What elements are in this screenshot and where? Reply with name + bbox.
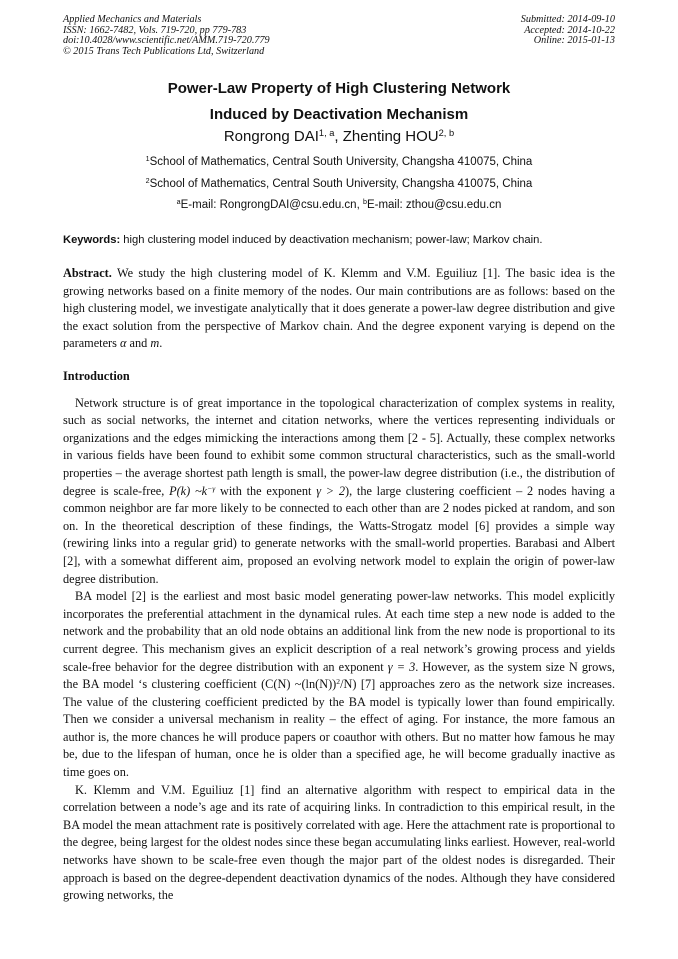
abstract-m: m	[150, 336, 160, 351]
paper-title-line-1: Power-Law Property of High Clustering Network	[167, 80, 511, 97]
journal-header-left	[63, 15, 270, 57]
email-a-text: E-mail: RongrongDAI@csu.edu.cn,	[180, 199, 363, 211]
affiliation-1-text: School of Mathematics, Central South University, Changsha 410075, China	[149, 156, 533, 168]
author-list	[0, 128, 678, 145]
p2-formula-gamma: γ = 3	[387, 659, 416, 674]
journal-issn: ISSN: 1662-7482, Vols. 719-720, pp 779-783	[63, 24, 247, 36]
abstract-text: We study the high clustering model of K. Klemm and V.M. Eguiliuz [1]. The basic idea is the growing networks based on a finite memory of the nodes. Our main contributions are as follows: based on the high clustering model, we investigate analytically that it does generate a power-law degree distribution and give the exact solution from the perspective of Markov chain. And the degree exponent varying is depend on the parameters	[63, 266, 615, 351]
author-separator: ,	[334, 128, 343, 145]
journal-header-right	[521, 15, 615, 47]
introduction-section	[63, 368, 615, 905]
paper-title-line-2: Induced by Deactivation Mechanism	[209, 106, 469, 123]
p2-formula-clustering: (C(N) ~(ln(N))	[261, 677, 337, 692]
author-2-affiliation-mark: 2, b	[438, 127, 455, 138]
introduction-paragraph-2	[63, 588, 615, 782]
p1-text-b: with the exponent	[215, 483, 317, 498]
journal-name: Applied Mechanics and Materials	[63, 14, 202, 25]
introduction-paragraph-3: K. Klemm and V.M. Eguiliuz [1] find an alternative algorithm with respect to empirical data in the correlation between a node’s age and its rate of acquiring links. In contradiction to this empirical result, in the BA model the mean attachment rate is positively correlated with age. Here the attachment rate is proportional to the degree, being largest for the oldest nodes since these began accumulating links earliest. However, real-world networks have shown to be scale-free even though the major part of the oldest nodes is disregarded. Their approach is based on the degree-dependent deactivation dynamics of the nodes. Although they have considered growing networks, the	[63, 782, 615, 903]
p1-formula-gamma: γ > 2	[316, 483, 345, 498]
submitted-date: Submitted: 2014-09-10	[520, 14, 615, 25]
abstract	[63, 265, 615, 353]
affiliation-2	[0, 178, 678, 190]
accepted-date: Accepted: 2014-10-22	[524, 24, 615, 36]
p1-formula-degree-distribution: P(k) ~k	[169, 483, 208, 498]
affiliation-2-text: School of Mathematics, Central South University, Changsha 410075, China	[149, 178, 533, 190]
author-1-name: Rongrong DAI	[223, 128, 319, 145]
p2-text-b: . However, as the system size N grows, the BA model ‘s clustering coefficient	[63, 659, 615, 692]
affiliation-1-mark: 1	[145, 155, 150, 164]
keywords-label: Keywords:	[63, 234, 121, 246]
abstract-alpha: α	[120, 336, 127, 351]
journal-copyright: © 2015 Trans Tech Publications Ltd, Switzerland	[63, 45, 265, 57]
author-1-affiliation-mark: 1, a	[318, 127, 335, 138]
keywords	[63, 234, 615, 246]
online-date: Online: 2015-01-13	[533, 35, 615, 47]
p2-formula-clustering-end: /N)	[340, 677, 357, 692]
affiliation-2-mark: 2	[145, 177, 150, 186]
affiliation-1	[0, 156, 678, 168]
abstract-and: and	[126, 336, 151, 351]
introduction-paragraph-1	[63, 395, 615, 589]
p1-formula-exponent: −γ	[207, 483, 216, 493]
author-2-name: Zhenting HOU	[342, 128, 439, 145]
keywords-text: high clustering model induced by deactivation mechanism; power-law; Markov chain.	[120, 234, 543, 246]
p2-text-c: [7] approaches zero as the network size increases. The value of the clustering coefficient predicted by the BA model is typically lower than found empirically. Then we consider a universal mechanism in reality – the effect of aging. For instance, the more famous an author is, the more chances he will produce papers or coauthor with others. But no matter how famous he may be, due to the lifespan of human, once he is older than a specified age, he will become gradually inactive as time goes on.	[63, 677, 616, 780]
email-a-mark: a	[176, 198, 181, 207]
journal-doi: doi:10.4028/www.scientific.net/AMM.719-720.779	[63, 35, 270, 47]
p2-text-a: BA model [2] is the earliest and most basic model generating power-law networks. This model explicitly incorporates the preferential attachment in the dynamical rules. At each time step a new node is added to the network and the probability that an old node obtains an additional link from the new node is proportional to its current degree. This mechanism gives an explicit description of a real network’s growing process and yields scale-free behavior for the degree distribution with an exponent	[63, 589, 615, 674]
email-line	[0, 199, 678, 211]
abstract-label: Abstract.	[63, 266, 112, 280]
email-b-mark: b	[362, 198, 367, 207]
p1-text-a: Network structure is of great importance in the topological characterization of complex systems in reality, such as social networks, the internet and citation networks, where the vertices representing individuals or organizations and the edges mimicking the interactions among them [2 - 5]. Actually, these complex networks in various fields have been found to exhibit some common structural characteristics, such as the small-world properties – the average shortest path length is small, the power-law degree distribution (i.e., the distribution of degree is scale-free,	[63, 395, 615, 498]
p1-text-c: ), the large clustering coefficient – 2 nodes having a common neighbor are far more likely to be connected to each other than are 2 nodes picked at random, and son on. In the theoretical description of these findings, the Watts-Strogatz model [6] provides a simple way (rewiring links into a regular grid) to generate networks with the small-world properties. Barabasi and Albert [2], with a somewhat different aim, proposed an evolving network model to explain the origin of power-law degree distribution.	[63, 483, 615, 586]
email-b-text: E-mail: zthou@csu.edu.cn	[366, 199, 502, 211]
abstract-end: .	[159, 336, 163, 351]
p2-formula-clustering-sup: 2	[336, 676, 341, 686]
introduction-heading: Introduction	[63, 369, 130, 383]
